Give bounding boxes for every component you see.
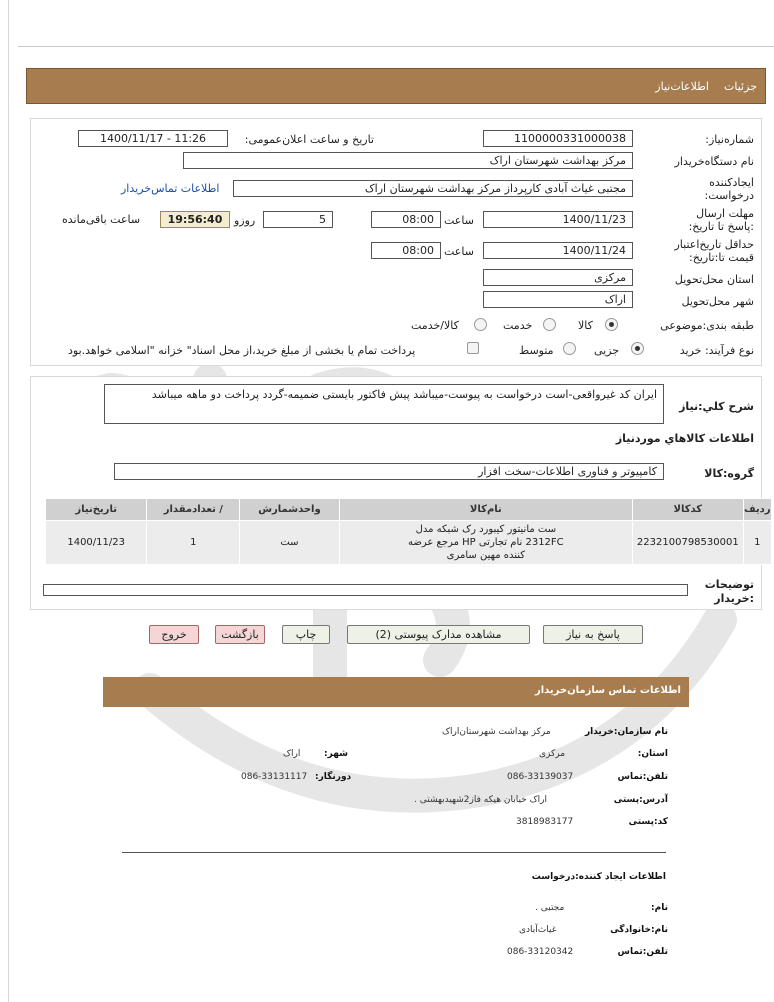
back-button[interactable]: بازگشت — [215, 625, 265, 644]
validity-time-label: ساعت — [444, 245, 474, 258]
contact-address-value: اراک خیابان هیکه فاز2شهیدبهشتی . — [414, 795, 548, 805]
goods-group-field: کامپیوتر و فناوری اطلاعات-سخت افزار — [114, 463, 664, 480]
cell-date: 1400/11/23 — [46, 521, 147, 565]
need-number-field: 1100000331000038 — [483, 130, 633, 147]
validity-date-field: 1400/11/24 — [483, 242, 633, 259]
tab-details[interactable]: جزئیات — [724, 80, 757, 93]
province-field: مرکزی — [483, 269, 633, 286]
treasury-payment-checkbox[interactable] — [467, 342, 479, 354]
contact-section-title: اطلاعات تماس سازمان‌خریدار — [534, 685, 681, 696]
announce-date-label: تاریخ و ساعت اعلان‌عمومی: — [244, 133, 374, 146]
col-unit: واحدشمارش — [240, 499, 339, 521]
goods-section-title: اطلاعات کالاهاي موردنیاز — [615, 432, 754, 445]
creator-label: ایجادکننده درخواست: — [704, 176, 754, 202]
goods-table-header — [46, 499, 772, 521]
need-number-label: شماره‌نیاز: — [705, 133, 754, 146]
category-both-label: کالا/خدمت — [411, 319, 459, 332]
left-border-line — [8, 0, 9, 1002]
process-type-label: نوع فرآیند: خرید — [679, 344, 754, 357]
contact-province-value: مرکزی — [539, 749, 566, 759]
creator-name-value: مجتبی . — [535, 903, 565, 913]
cell-unit: ست — [240, 521, 339, 565]
cell-name: ست مانیتور کیبورد رک شبکه مدل 2312FC نام تجارتی HP مرجع عرضه کننده مهین سامری — [339, 521, 633, 565]
province-label: استان محل‌تحویل — [674, 273, 754, 286]
category-service-radio[interactable] — [543, 318, 556, 331]
description-field: ایران کد غیرواقعی-است درخواست به پیوست-میباشد پیش فاکتور بایستی ضمیمه-گردد پرداخت دو ماهه میباشد — [104, 384, 664, 424]
creator-name-label: نام: — [651, 903, 668, 913]
category-goods-radio[interactable] — [605, 318, 618, 331]
city-label: شهر محل‌تحویل — [681, 295, 754, 308]
cell-code: 2232100798530001 — [633, 521, 743, 565]
goods-table — [45, 498, 772, 565]
creator-family-value: غیاث‌آبادی — [519, 925, 557, 935]
days-label: روزو — [234, 214, 256, 227]
buyer-org-label: نام دستگاه‌خریدار — [674, 155, 754, 168]
deadline-label: مهلت ارسال :پاسخ تا تاریخ: — [688, 207, 754, 233]
validity-time-field: 08:00 — [371, 242, 441, 259]
col-row: ردیف — [743, 499, 771, 521]
category-label: طبقه بندی:موضوعی — [660, 319, 754, 332]
deadline-time-field: 08:00 — [371, 211, 441, 228]
creator-phone-value: 086-33120342 — [507, 947, 574, 957]
process-small-radio[interactable] — [631, 342, 644, 355]
contact-phone-label: تلفن:تماس — [617, 772, 668, 782]
days-field: 5 — [263, 211, 333, 228]
contact-section-header — [103, 677, 689, 707]
treasury-payment-note: پرداخت تمام یا بخشی از مبلغ خرید،از محل اسناد" خزانه "اسلامی خواهد.بود — [68, 344, 416, 357]
reply-button[interactable]: پاسخ به نیاز — [543, 625, 643, 644]
deadline-time-label: ساعت — [444, 214, 474, 227]
buyer-org-field: مرکز بهداشت شهرستان اراک — [183, 152, 633, 169]
contact-phone-value: 086-33139037 — [507, 772, 574, 782]
view-attachments-button[interactable]: مشاهده مدارک پیوستی (2) — [347, 625, 530, 644]
goods-table-wrap — [45, 498, 772, 565]
top-divider — [18, 46, 774, 47]
announce-date-field: 1400/11/17 - 11:26 — [78, 130, 228, 147]
col-date: تاریخ‌نیاز — [46, 499, 147, 521]
tab-need-info[interactable]: اطلاعات‌نیاز — [655, 80, 709, 93]
category-service-label: خدمت — [503, 319, 533, 332]
contact-divider — [122, 852, 666, 853]
contact-city-label: شهر: — [324, 749, 348, 759]
col-qty: / تعدادمقدار — [147, 499, 240, 521]
contact-postal-value: 3818983177 — [516, 817, 574, 827]
contact-postal-label: کد:پستی — [628, 817, 668, 827]
col-name: نام‌کالا — [339, 499, 633, 521]
deadline-date-field: 1400/11/23 — [483, 211, 633, 228]
description-label: شرح کلي:نیاز — [679, 400, 754, 413]
contact-fax-value: 086-33131117 — [241, 772, 308, 782]
process-medium-label: متوسط — [519, 344, 554, 357]
creator-info-title: اطلاعات ایجاد کننده:درخواست — [531, 872, 666, 882]
creator-phone-label: تلفن:تماس — [617, 947, 668, 957]
table-row — [46, 521, 772, 565]
process-medium-radio[interactable] — [563, 342, 576, 355]
page-header-bar — [26, 68, 766, 104]
category-both-radio[interactable] — [474, 318, 487, 331]
creator-family-label: نام:خانوادگی — [610, 925, 668, 935]
exit-button[interactable]: خروج — [149, 625, 199, 644]
contact-address-label: آدرس:پستی — [613, 795, 668, 805]
col-code: کدکالا — [633, 499, 743, 521]
org-name-label: نام سازمان:خریدار — [584, 727, 668, 737]
city-field: اراک — [483, 291, 633, 308]
buyer-contact-link[interactable]: اطلاعات تماس‌خریدار — [121, 182, 220, 195]
remaining-time-badge: 19:56:40 — [160, 211, 230, 228]
creator-field: مجتبی غیاث آبادی کارپرداز مرکز بهداشت شهرستان اراک — [233, 180, 633, 197]
contact-fax-label: دورنگار: — [315, 772, 352, 782]
contact-province-label: استان: — [637, 749, 668, 759]
goods-group-label: گروه:کالا — [704, 467, 754, 480]
remaining-time-label: ساعت باقی‌مانده — [62, 213, 141, 226]
cell-qty: 1 — [147, 521, 240, 565]
category-goods-label: کالا — [578, 319, 593, 332]
process-small-label: جزیی — [594, 344, 620, 357]
validity-label: حداقل تاریخ‌اعتبار قیمت تا:تاریخ: — [674, 238, 754, 264]
org-name-value: مرکز بهداشت شهرستان‌اراک — [442, 727, 551, 737]
buyer-notes-label: توضیحات :خریدار — [704, 578, 754, 605]
contact-city-value: اراک — [283, 749, 301, 759]
print-button[interactable]: چاپ — [282, 625, 330, 644]
buyer-notes-field — [43, 584, 688, 596]
cell-row: 1 — [743, 521, 771, 565]
